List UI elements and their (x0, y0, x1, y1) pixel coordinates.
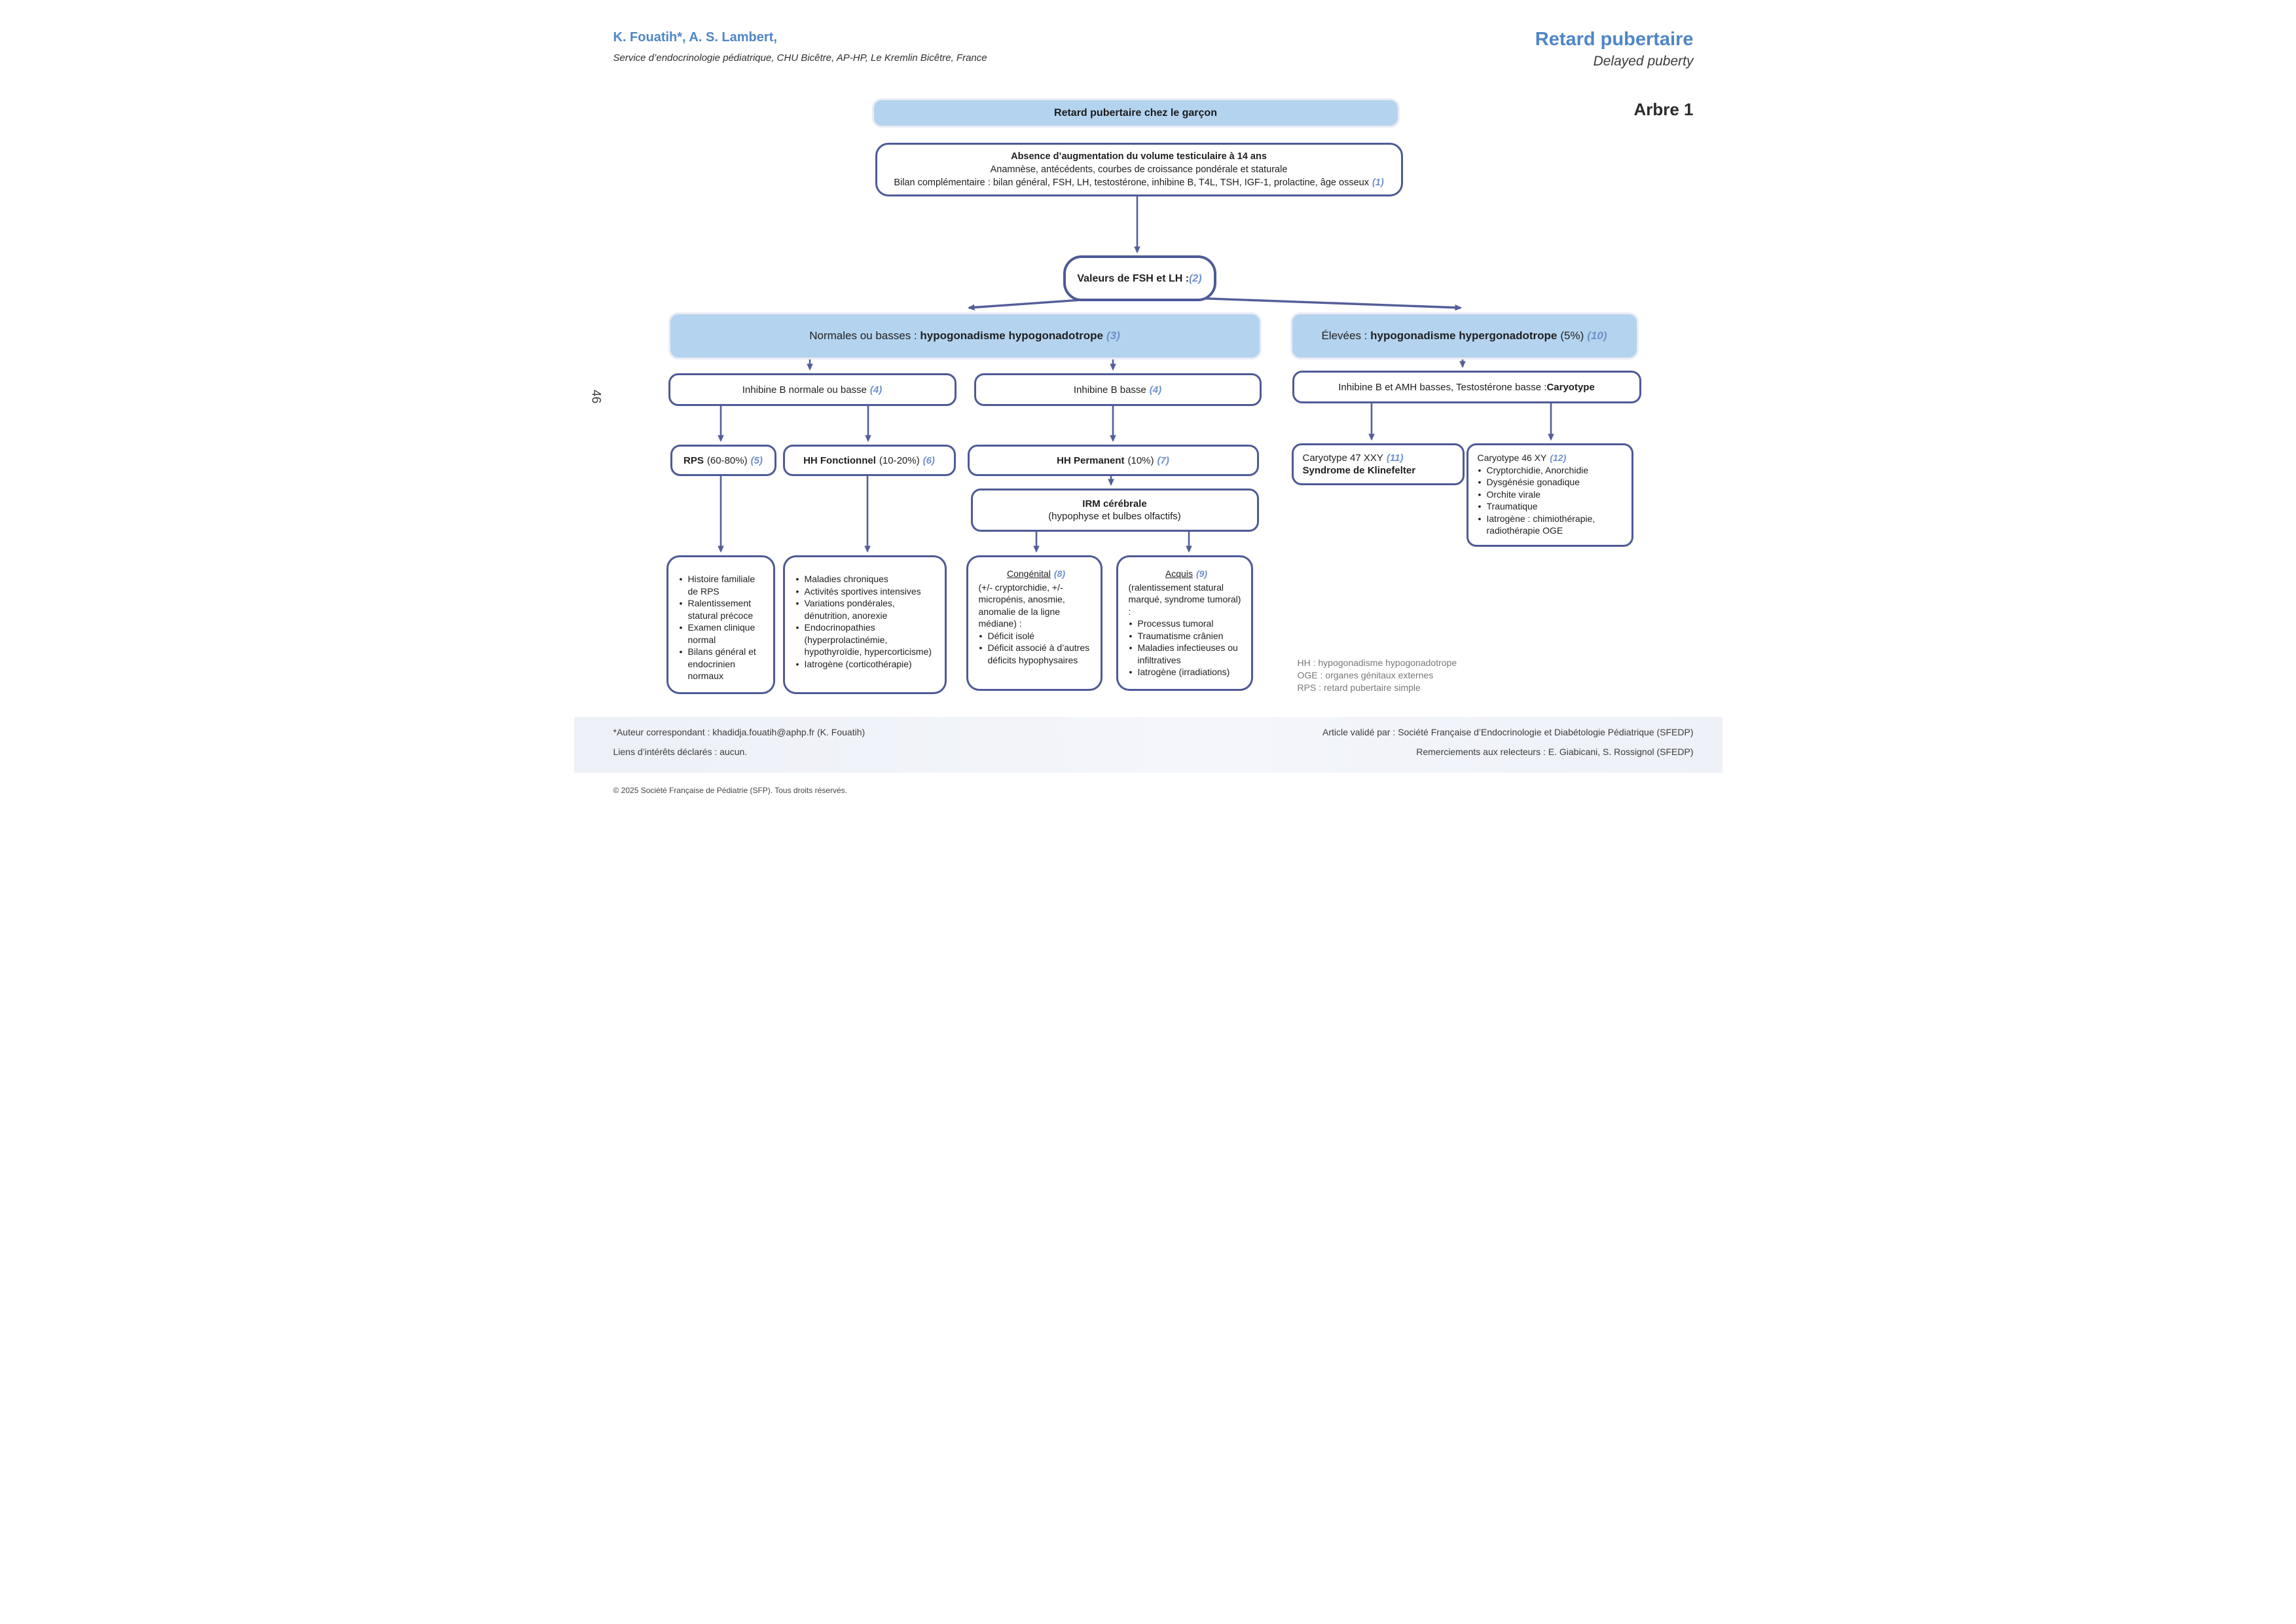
hhp-note-ref: (7) (1157, 454, 1169, 466)
document-page (574, 0, 1722, 812)
fsh-note-ref: (2) (1189, 272, 1202, 284)
branch-left-note-ref: (3) (1106, 329, 1120, 342)
list-item: • Maladies chroniques (795, 573, 938, 585)
node-rps (670, 445, 776, 476)
inhibine-normale-text: Inhibine B normale ou basse (742, 384, 867, 396)
node-klinefelter (1292, 443, 1465, 485)
list-item: • Ralentissement statural précoce (679, 597, 767, 621)
footer-copyright: © 2025 Société Française de Pédiatrie (SFP). Tous droits réservés. (613, 786, 847, 795)
title-french: Retard pubertaire (1535, 29, 1694, 50)
node-irm (971, 489, 1259, 532)
list-item: • Dysgénésie gonadique (1478, 476, 1625, 489)
c46-note-ref: (12) (1550, 452, 1567, 463)
list-item: • Examen clinique normal (679, 621, 767, 646)
rps-term: RPS (683, 454, 704, 466)
list-item: • Maladies infectieuses ou infiltratives (1129, 642, 1245, 666)
node-assessment-text (894, 150, 1383, 189)
acquis-intro: (ralentissement statural marqué, syndrome tumoral) : (1128, 581, 1241, 617)
list-item: • Variations pondérales, dénutrition, anorexie (795, 597, 938, 621)
list-item: • Endocrinopathies (hyperprolactinémie, hypothyroïdie, hypercorticisme) (795, 621, 938, 658)
list-item: • Activités sportives intensives (795, 585, 938, 598)
authors-line: K. Fouatih*, A. S. Lambert, (613, 30, 777, 45)
congenital-heading (979, 568, 1094, 580)
list-item: • Histoire familiale de RPS (679, 573, 767, 597)
list-item: • Orchite virale (1478, 489, 1625, 501)
footer-band (574, 717, 1722, 773)
acquis-heading (1129, 568, 1245, 580)
node-caryotype-46xy (1467, 443, 1633, 547)
hhf-note-ref: (6) (922, 454, 935, 466)
klinefelter-caryotype: Caryotype 47 XXY (1302, 452, 1383, 464)
assessment-line3: Bilan complémentaire : bilan général, FSH, LH, testostérone, inhibine B, T4L, TSH, IGF-1, prolactine, âge osseux (894, 177, 1369, 188)
fsh-label: Valeurs de FSH et LH : (1077, 272, 1190, 284)
assessment-line2: Anamnèse, antécédents, courbes de croissance pondérale et staturale (990, 164, 1288, 175)
node-root-label: Retard pubertaire chez le garçon (1054, 107, 1217, 119)
rps-details-list (679, 573, 767, 682)
list-item: • Iatrogène (irradiations) (1129, 666, 1245, 678)
node-congenital (966, 555, 1102, 691)
branch-right-note-ref: (10) (1587, 329, 1607, 342)
c46-list (1478, 464, 1625, 537)
node-rps-details (666, 555, 775, 694)
congenital-note-ref: (8) (1053, 568, 1066, 579)
list-item: • Traumatique (1478, 500, 1625, 513)
inhibine-basse-note-ref: (4) (1149, 384, 1162, 396)
node-inhibine-normale (668, 373, 957, 406)
list-item: • Déficit isolé (979, 630, 1094, 642)
list-item: • Traumatisme crânien (1129, 630, 1245, 642)
node-fsh-lh (1063, 255, 1216, 301)
congenital-title: Congénital (1006, 568, 1051, 579)
list-item: • Bilans général et endocrinien normaux (679, 646, 767, 682)
irm-title: IRM cérébrale (1082, 498, 1147, 509)
list-item: • Cryptorchidie, Anorchidie (1478, 464, 1625, 477)
list-item: • Déficit associé à d’autres déficits hypophysaires (979, 642, 1094, 666)
assessment-note-ref: (1) (1372, 177, 1384, 188)
node-inhibine-basse (974, 373, 1262, 406)
footer-corresponding-author: *Auteur correspondant : khadidja.fouatih@aphp.fr (K. Fouatih) (613, 727, 866, 737)
inhibine-basse-text: Inhibine B basse (1073, 384, 1146, 396)
branch-left-prefix: Normales ou basses : (809, 329, 920, 342)
assessment-line1: Absence d’augmentation du volume testiculaire à 14 ans (1011, 151, 1267, 162)
congenital-intro: (+/- cryptorchidie, +/- micropénis, anosmie, anomalie de la ligne médiane) : (978, 581, 1065, 629)
branch-right-pct: (5%) (1560, 329, 1584, 342)
branch-right-term: hypogonadisme hypergonadotrope (1370, 329, 1558, 342)
list-item: • Iatrogène : chimiothérapie, radiothérapie OGE (1478, 513, 1625, 537)
branch-hypogonadotrope-bar (668, 312, 1262, 360)
branch-right-text (1321, 329, 1607, 342)
inhibine-normale-note-ref: (4) (869, 384, 883, 396)
list-item: • Processus tumoral (1129, 618, 1245, 630)
affiliation-line: Service d’endocrinologie pédiatrique, CHU Bicêtre, AP-HP, Le Kremlin Bicêtre, France (613, 52, 987, 64)
acquis-list (1129, 618, 1245, 678)
footer-acknowledgements: Remerciements aux relecteurs : E. Giabicani, S. Rossignol (SFEDP) (1416, 747, 1694, 757)
rps-pct: (60-80%) (706, 454, 748, 466)
node-hh-fonctionnel (783, 445, 956, 476)
page-number: 46 (589, 390, 603, 404)
inhibine-amh-caryotype: Caryotype (1546, 381, 1595, 393)
node-acquis (1116, 555, 1253, 691)
inhibine-amh-text: Inhibine B et AMH basses, Testostérone basse : (1338, 381, 1547, 393)
c46-title: Caryotype 46 XY (1477, 452, 1547, 463)
rps-note-ref: (5) (750, 454, 763, 466)
branch-left-term: hypogonadisme hypogonadotrope (920, 329, 1103, 342)
footer-conflicts: Liens d’intérêts déclarés : aucun. (613, 747, 748, 757)
acquis-note-ref: (9) (1195, 568, 1208, 579)
klinefelter-text (1303, 452, 1416, 477)
legend-line: RPS : retard pubertaire simple (1297, 682, 1421, 693)
congenital-list (979, 630, 1094, 667)
hhf-pct: (10-20%) (879, 454, 920, 466)
node-hh-fonctionnel-details (783, 555, 947, 694)
legend-line: OGE : organes génitaux externes (1297, 670, 1434, 680)
acquis-title: Acquis (1165, 568, 1193, 579)
hhp-pct: (10%) (1127, 454, 1154, 466)
node-hh-permanent (968, 445, 1259, 476)
node-inhibine-amh-caryotype (1292, 371, 1641, 403)
hh-fonctionnel-details-list (795, 573, 938, 670)
title-english: Delayed puberty (1593, 54, 1694, 69)
node-root (872, 98, 1400, 128)
node-assessment (875, 143, 1403, 196)
legend-line: HH : hypogonadisme hypogonadotrope (1297, 657, 1457, 668)
tree-label: Arbre 1 (1633, 100, 1694, 119)
klinefelter-syndrome: Syndrome de Klinefelter (1302, 465, 1416, 476)
klinefelter-note-ref: (11) (1386, 452, 1404, 464)
hhp-term: HH Permanent (1057, 454, 1125, 466)
abbreviations-legend (1298, 657, 1457, 694)
branch-right-prefix: Élevées : (1321, 329, 1371, 342)
list-item: • Iatrogène (corticothérapie) (795, 658, 938, 671)
footer-validated-by: Article validé par : Société Française d’Endocrinologie et Diabétologie Pédiatrique (SFEDP) (1322, 727, 1694, 737)
branch-hypergonadotrope-bar (1290, 312, 1639, 360)
hhf-term: HH Fonctionnel (803, 454, 876, 466)
branch-left-text (809, 329, 1120, 342)
irm-subtitle: (hypophyse et bulbes olfactifs) (1048, 511, 1181, 522)
